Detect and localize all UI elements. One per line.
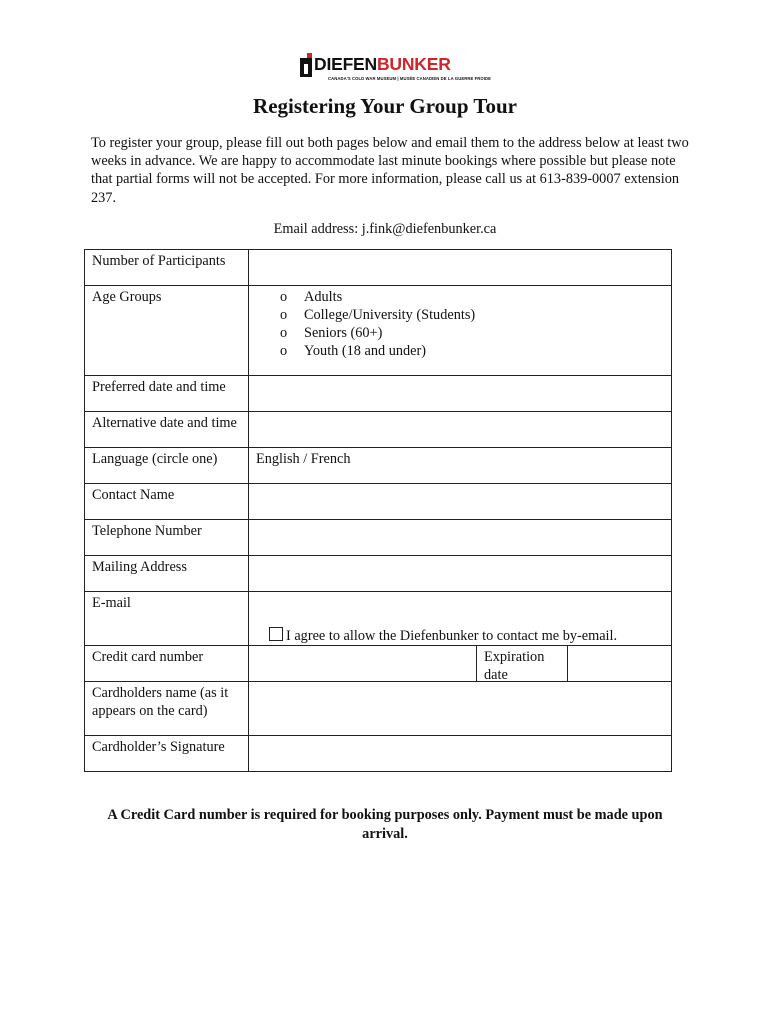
row-cardholder-name [85, 682, 672, 736]
logo-wordmark [314, 56, 451, 74]
expiration-date-field[interactable] [568, 646, 671, 681]
signature-label: Cardholder’s Signature [85, 736, 249, 772]
age-group-option[interactable]: o Adults [280, 288, 664, 306]
telephone-field[interactable] [249, 520, 672, 556]
row-preferred-date [85, 376, 672, 412]
credit-card-number-field[interactable] [249, 646, 477, 681]
intro-paragraph: To register your group, please fill out both pages below and email them to the address below at least two weeks in advance. We are happy to accommodate last minute bookings where possible but please note that partial forms will not be accepted. For more information, please call us at 613-839-0007 extension 237. [91, 135, 689, 206]
alternative-date-field[interactable] [249, 412, 672, 448]
row-signature [85, 736, 672, 772]
contact-name-field[interactable] [249, 484, 672, 520]
bunker-building-icon [300, 53, 314, 77]
logo-tagline: CANADA'S COLD WAR MUSEUM | MUSÉE CANADIEN DE LA GUERRE FROIDE [328, 76, 492, 81]
contact-name-label: Contact Name [85, 484, 249, 520]
cardholder-name-label: Cardholders name (as it appears on the card) [85, 682, 249, 736]
age-groups-label: Age Groups [85, 286, 249, 376]
language-label: Language (circle one) [85, 448, 249, 484]
email-field[interactable] [249, 592, 672, 646]
age-group-option[interactable]: o Seniors (60+) [280, 324, 664, 342]
credit-card-label: Credit card number [85, 646, 249, 682]
alternative-date-label: Alternative date and time [85, 412, 249, 448]
row-mailing-address [85, 556, 672, 592]
row-language [85, 448, 672, 484]
consent-text: I agree to allow the Diefenbunker to contact me by-email. [286, 628, 618, 644]
row-participants [85, 250, 672, 286]
credit-card-notice: A Credit Card number is required for booking purposes only. Payment must be made upon arrival. [107, 807, 663, 842]
participants-label: Number of Participants [85, 250, 249, 286]
participants-field[interactable] [249, 250, 672, 286]
email-address-line: Email address: j.fink@diefenbunker.ca [273, 221, 497, 237]
preferred-date-label: Preferred date and time [85, 376, 249, 412]
age-group-option[interactable]: o Youth (18 and under) [280, 342, 664, 360]
registration-form-table [84, 249, 672, 772]
page-title: Registering Your Group Tour [253, 94, 517, 118]
telephone-label: Telephone Number [85, 520, 249, 556]
signature-field[interactable] [249, 736, 672, 772]
mailing-address-label: Mailing Address [85, 556, 249, 592]
row-telephone [85, 520, 672, 556]
cardholder-name-field[interactable] [249, 682, 672, 736]
expiration-label: Expiration date [477, 646, 568, 681]
row-credit-card [85, 646, 672, 682]
email-consent [269, 627, 617, 645]
email-label: E-mail [85, 592, 249, 646]
row-email [85, 592, 672, 646]
diefenbunker-logo [300, 50, 492, 86]
preferred-date-field[interactable] [249, 376, 672, 412]
credit-card-cell [249, 646, 672, 682]
language-options[interactable]: English / French [249, 448, 672, 484]
consent-checkbox[interactable] [269, 627, 283, 641]
logo-word-red: BUNKER [376, 54, 451, 74]
row-alternative-date [85, 412, 672, 448]
age-groups-list [256, 288, 664, 360]
age-groups-field [249, 286, 672, 376]
logo-word-black: DIEFEN [314, 54, 377, 74]
row-age-groups [85, 286, 672, 376]
row-contact-name [85, 484, 672, 520]
age-group-option[interactable]: o College/University (Students) [280, 306, 664, 324]
mailing-address-field[interactable] [249, 556, 672, 592]
